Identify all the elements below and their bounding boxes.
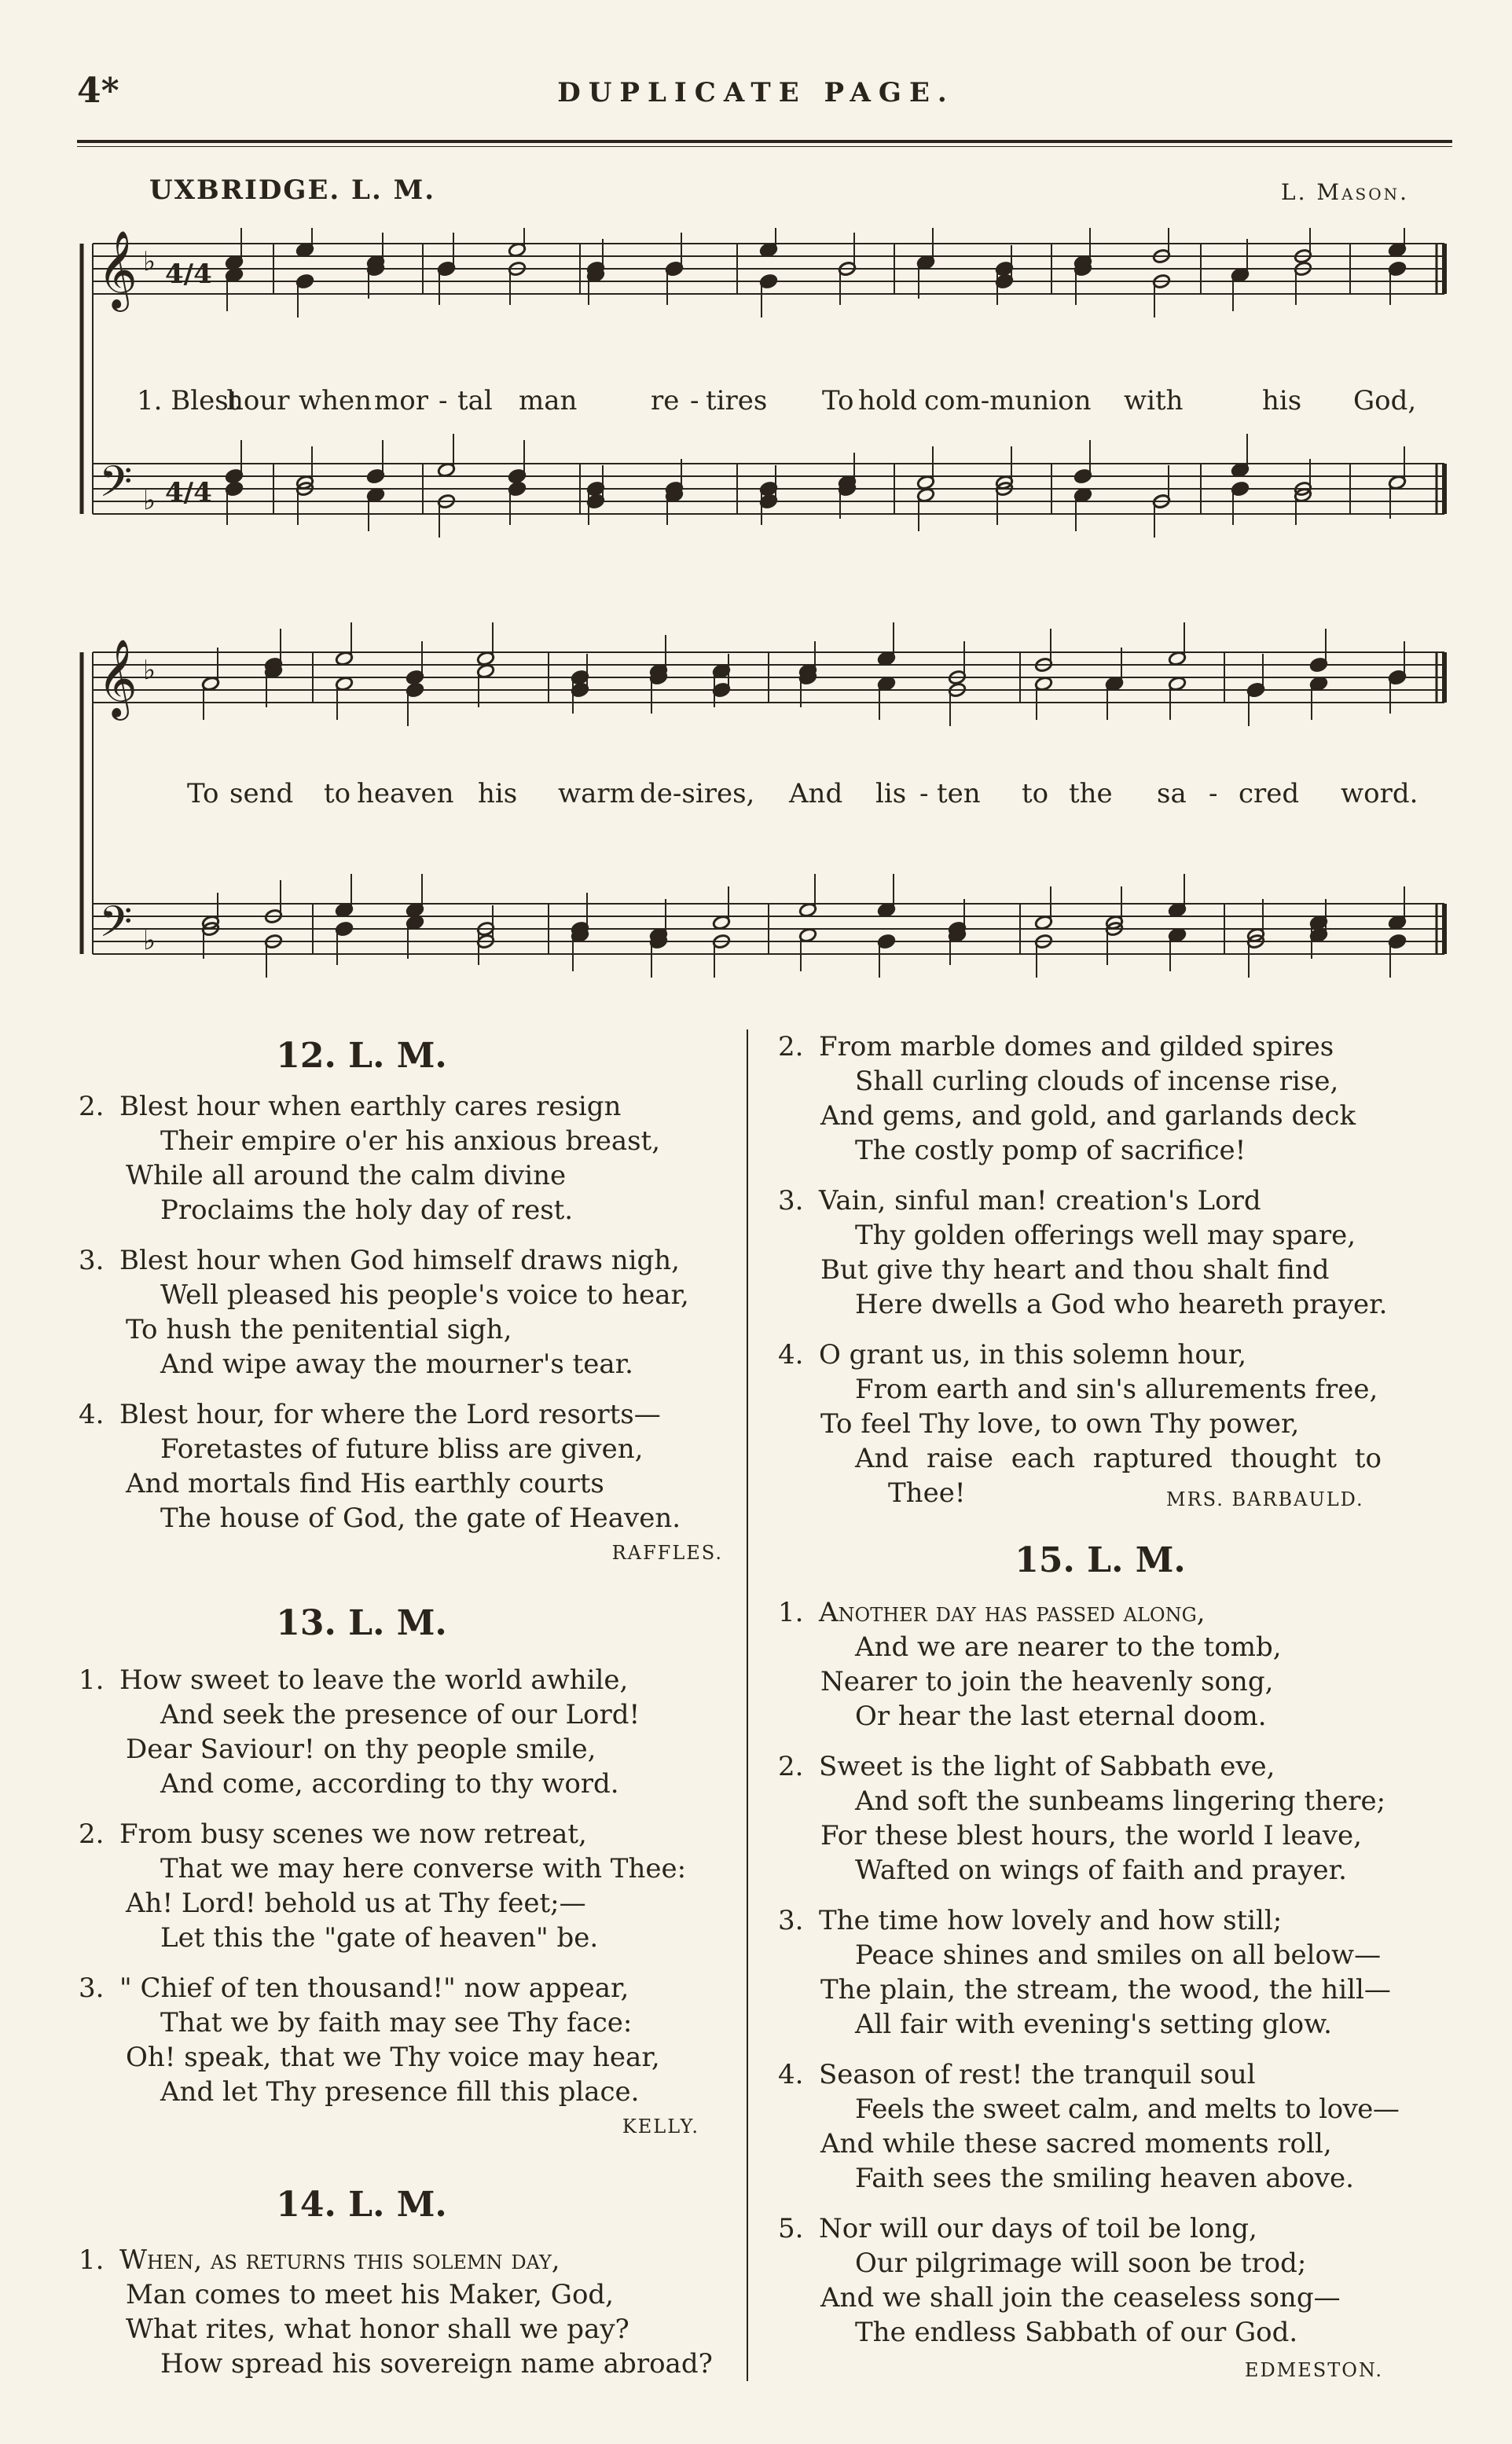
verse — [778, 1338, 1454, 1510]
tune-composer: L. Mason. — [1281, 179, 1410, 205]
lyric-syllable: hold — [858, 385, 918, 417]
lyric-syllable: ten — [937, 778, 981, 809]
lyric-syllable: tal — [457, 385, 493, 417]
time-signature: 4/4 — [165, 477, 212, 508]
lyric-syllable: com-munion — [924, 385, 1092, 417]
verse-line: The plain, the stream, the wood, the hill— — [820, 1974, 1391, 2005]
flat-icon: ♭ — [143, 925, 156, 956]
verse-line: Our pilgrimage will soon be trod; — [855, 2248, 1307, 2279]
page-number: 4* — [77, 71, 119, 111]
lyric-syllable: the — [1069, 778, 1113, 809]
verse-number: 2. — [778, 1031, 804, 1062]
verse-number: 1. — [79, 2244, 105, 2276]
verse-line: And come, according to thy word. — [160, 1768, 619, 1800]
verse — [79, 1971, 739, 2109]
lyric-syllable: when — [299, 385, 372, 417]
verse-number: 3. — [778, 1185, 804, 1216]
verse-number: 3. — [778, 1905, 804, 1936]
verse-line: From busy scenes we now retreat, — [119, 1818, 587, 1850]
hymn-15-author: EDMESTON. — [1244, 2359, 1383, 2381]
verse-line: And we shall join the ceaseless song— — [820, 2282, 1341, 2314]
verse-number: 1. — [79, 1664, 105, 1696]
verse-line: And we are nearer to the tomb, — [855, 1631, 1282, 1663]
lyric-syllable: with — [1124, 385, 1184, 417]
verse — [778, 1749, 1454, 1888]
verse-number: 3. — [79, 1972, 105, 2004]
page-title: DUPLICATE PAGE. — [557, 77, 955, 108]
verse-line: That we by faith may see Thy face: — [160, 2007, 633, 2039]
verse-line: Let this the "gate of heaven" be. — [160, 1922, 599, 1954]
verse-number: 4. — [79, 1399, 105, 1430]
lyrics-line-1 — [77, 385, 1454, 420]
verse-line: The endless Sabbath of our God. — [855, 2317, 1298, 2348]
verse — [778, 1595, 1454, 1734]
verse — [79, 1663, 739, 1801]
verse-line: Season of rest! the tranquil soul — [819, 2059, 1256, 2090]
verse-line: Oh! speak, that we Thy voice may hear, — [126, 2042, 660, 2073]
verse-line: Vain, sinful man! creation's Lord — [819, 1185, 1261, 1216]
verse-line: But give thy heart and thou shalt find — [820, 1254, 1330, 1286]
verse-line: And seek the presence of our Lord! — [160, 1699, 640, 1730]
verse — [778, 2211, 1454, 2350]
lyric-syllable: To — [187, 778, 219, 809]
verse-line: Blest hour, for where the Lord resorts— — [119, 1399, 661, 1430]
hymn-13-heading: 13. L. M. — [276, 1603, 447, 1643]
verse-line: Peace shines and smiles on all below— — [855, 1939, 1382, 1971]
flat-icon: ♭ — [143, 246, 156, 277]
verse-line: And raise each raptured thought to — [855, 1443, 1382, 1474]
verse-line: Man comes to meet his Maker, God, — [126, 2279, 614, 2310]
bass-clef-icon: 𝄢 — [99, 457, 133, 517]
lyric-syllable: warm — [558, 778, 635, 809]
verse — [778, 1029, 1454, 1168]
tune-name: UXBRIDGE. L. M. — [149, 174, 436, 206]
verse-line: Nearer to join the heavenly song, — [820, 1666, 1274, 1697]
verse-line: Blest hour when God himself draws nigh, — [119, 1245, 680, 1276]
verse-number: 2. — [79, 1818, 105, 1850]
lyric-syllable: And — [789, 778, 843, 809]
lyric-syllable: tires — [706, 385, 768, 417]
verse-line: Dear Saviour! on thy people smile, — [126, 1734, 596, 1765]
hymn-13-author: KELLY. — [622, 2116, 699, 2138]
verse-line: And let Thy presence fill this place. — [160, 2076, 640, 2108]
column-divider — [747, 1029, 748, 2381]
verse — [79, 1089, 739, 1228]
lyric-syllable: - — [1209, 778, 1218, 809]
verse-number: 2. — [79, 1091, 105, 1122]
verse-line: To hush the penitential sigh, — [126, 1314, 512, 1345]
verse — [79, 1817, 739, 1955]
verse — [778, 1903, 1454, 2042]
verse-line: While all around the calm divine — [126, 1160, 567, 1191]
lyric-syllable: God, — [1353, 385, 1417, 417]
lyric-syllable: lis — [875, 778, 907, 809]
verse-line: Here dwells a God who heareth prayer. — [855, 1289, 1388, 1320]
lyrics-line-2 — [77, 778, 1454, 813]
lyric-syllable: - — [919, 778, 929, 809]
verse-line: Shall curling clouds of incense rise, — [855, 1066, 1339, 1097]
verse-line: Ah! Lord! behold us at Thy feet;— — [126, 1888, 586, 1919]
verse-line: Or hear the last eternal doom. — [855, 1701, 1267, 1732]
verse — [79, 2243, 739, 2381]
verse-line: Their empire o'er his anxious breast, — [160, 1125, 661, 1157]
verse — [79, 1243, 739, 1382]
header-rule-thin — [77, 146, 1452, 147]
hymn-15-heading: 15. L. M. — [1015, 1540, 1186, 1580]
lyric-syllable: send — [229, 778, 294, 809]
verse-number: 5. — [778, 2213, 804, 2244]
verse-line: Thy golden offerings well may spare, — [855, 1220, 1356, 1251]
flat-icon: ♭ — [143, 655, 156, 686]
verse-number: 2. — [778, 1751, 804, 1782]
verse-line: For these blest hours, the world I leave, — [820, 1820, 1362, 1851]
verse-line: O grant us, in this solemn hour, — [819, 1339, 1247, 1371]
verse-line: Another day has passed along, — [819, 1597, 1206, 1628]
verse-line: Foretastes of future bliss are given, — [160, 1433, 644, 1465]
bass-clef-icon: 𝄢 — [99, 897, 133, 957]
verse-number: 1. — [778, 1597, 804, 1628]
hymn-15 — [778, 1595, 1454, 2387]
verse-line: And gems, and gold, and garlands deck — [820, 1100, 1356, 1132]
hymn-12 — [79, 1089, 739, 1570]
verse-number: 3. — [79, 1245, 105, 1276]
running-head — [0, 71, 1512, 118]
verse-line: And soft the sunbeams lingering there; — [855, 1785, 1386, 1817]
verse — [778, 1183, 1454, 1322]
verse-line: Thee! — [888, 1477, 966, 1509]
verse — [79, 1397, 739, 1536]
verse-line: Faith sees the smiling heaven above. — [855, 2163, 1354, 2194]
verse-line: And wipe away the mourner's tear. — [160, 1349, 633, 1380]
lyric-syllable: his — [478, 778, 518, 809]
lyric-syllable: mor — [374, 385, 428, 417]
lyric-syllable: cred — [1239, 778, 1300, 809]
verse-line: Blest hour when earthly cares resign — [119, 1091, 622, 1122]
lyric-syllable: to — [324, 778, 351, 809]
verse-line: The time how lovely and how still; — [819, 1905, 1283, 1936]
verse-line: And mortals find His earthly courts — [126, 1468, 604, 1499]
verse-line: Nor will our days of toil be long, — [819, 2213, 1257, 2244]
verse-line: Proclaims the holy day of rest. — [160, 1194, 574, 1226]
hymn-14-part-2 — [778, 1029, 1454, 1510]
hymn-13 — [79, 1663, 739, 2144]
verse-line: How sweet to leave the world awhile, — [119, 1664, 629, 1696]
flat-icon: ♭ — [143, 485, 156, 516]
music-system-2 — [77, 621, 1454, 990]
hymn-14-part-1 — [79, 2243, 739, 2381]
verse-line: The costly pomp of sacrifice! — [855, 1135, 1246, 1166]
verse-line: Feels the sweet calm, and melts to love— — [855, 2094, 1400, 2125]
music-system-1 — [77, 228, 1454, 558]
lyric-syllable: - — [690, 385, 699, 417]
time-signature: 4/4 — [165, 259, 212, 290]
lyric-syllable: sa — [1157, 778, 1187, 809]
treble-clef-icon: 𝄞 — [97, 639, 138, 717]
lyric-syllable: 1. Blest — [137, 385, 240, 417]
lyric-syllable: re — [651, 385, 680, 417]
verse-line: To feel Thy love, to own Thy power, — [820, 1408, 1300, 1440]
hymn-12-heading: 12. L. M. — [276, 1036, 447, 1076]
lyric-syllable: de-sires, — [640, 778, 755, 809]
lyric-syllable: - — [439, 385, 448, 417]
hymn-12-author: RAFFLES. — [611, 1542, 723, 1564]
treble-clef-icon: 𝄞 — [97, 230, 138, 309]
verse-line: Sweet is the light of Sabbath eve, — [819, 1751, 1275, 1782]
verse-line: From earth and sin's allurements free, — [855, 1374, 1378, 1405]
lyric-syllable: hour — [226, 385, 290, 417]
verse — [778, 2057, 1454, 2196]
header-rule — [77, 140, 1452, 143]
verse-line: When, as returns this solemn day, — [119, 2244, 560, 2276]
verse-number: 4. — [778, 2059, 804, 2090]
verse-line: All fair with evening's setting glow. — [855, 2009, 1332, 2040]
lyric-syllable: To — [822, 385, 854, 417]
verse-line: " Chief of ten thousand!" now appear, — [119, 1972, 629, 2004]
verse-line: From marble domes and gilded spires — [819, 1031, 1334, 1062]
hymn-14-author: MRS. BARBAULD. — [1166, 1488, 1364, 1510]
verse-line: The house of God, the gate of Heaven. — [160, 1503, 681, 1534]
verse-number: 4. — [778, 1339, 804, 1371]
hymn-14-heading: 14. L. M. — [276, 2185, 447, 2225]
verse-line: Wafted on wings of faith and prayer. — [855, 1855, 1347, 1886]
lyric-syllable: heaven — [357, 778, 454, 809]
lyric-syllable: to — [1022, 778, 1049, 809]
lyric-syllable: his — [1262, 385, 1302, 417]
lyric-syllable: word. — [1341, 778, 1418, 809]
verse-line: Well pleased his people's voice to hear, — [160, 1279, 689, 1311]
verse-line: That we may here converse with Thee: — [160, 1853, 687, 1884]
verse-line: And while these sacred moments roll, — [820, 2128, 1332, 2160]
verse-line: How spread his sovereign name abroad? — [160, 2348, 713, 2380]
verse-line: What rites, what honor shall we pay? — [126, 2314, 629, 2345]
lyric-syllable: man — [519, 385, 578, 417]
